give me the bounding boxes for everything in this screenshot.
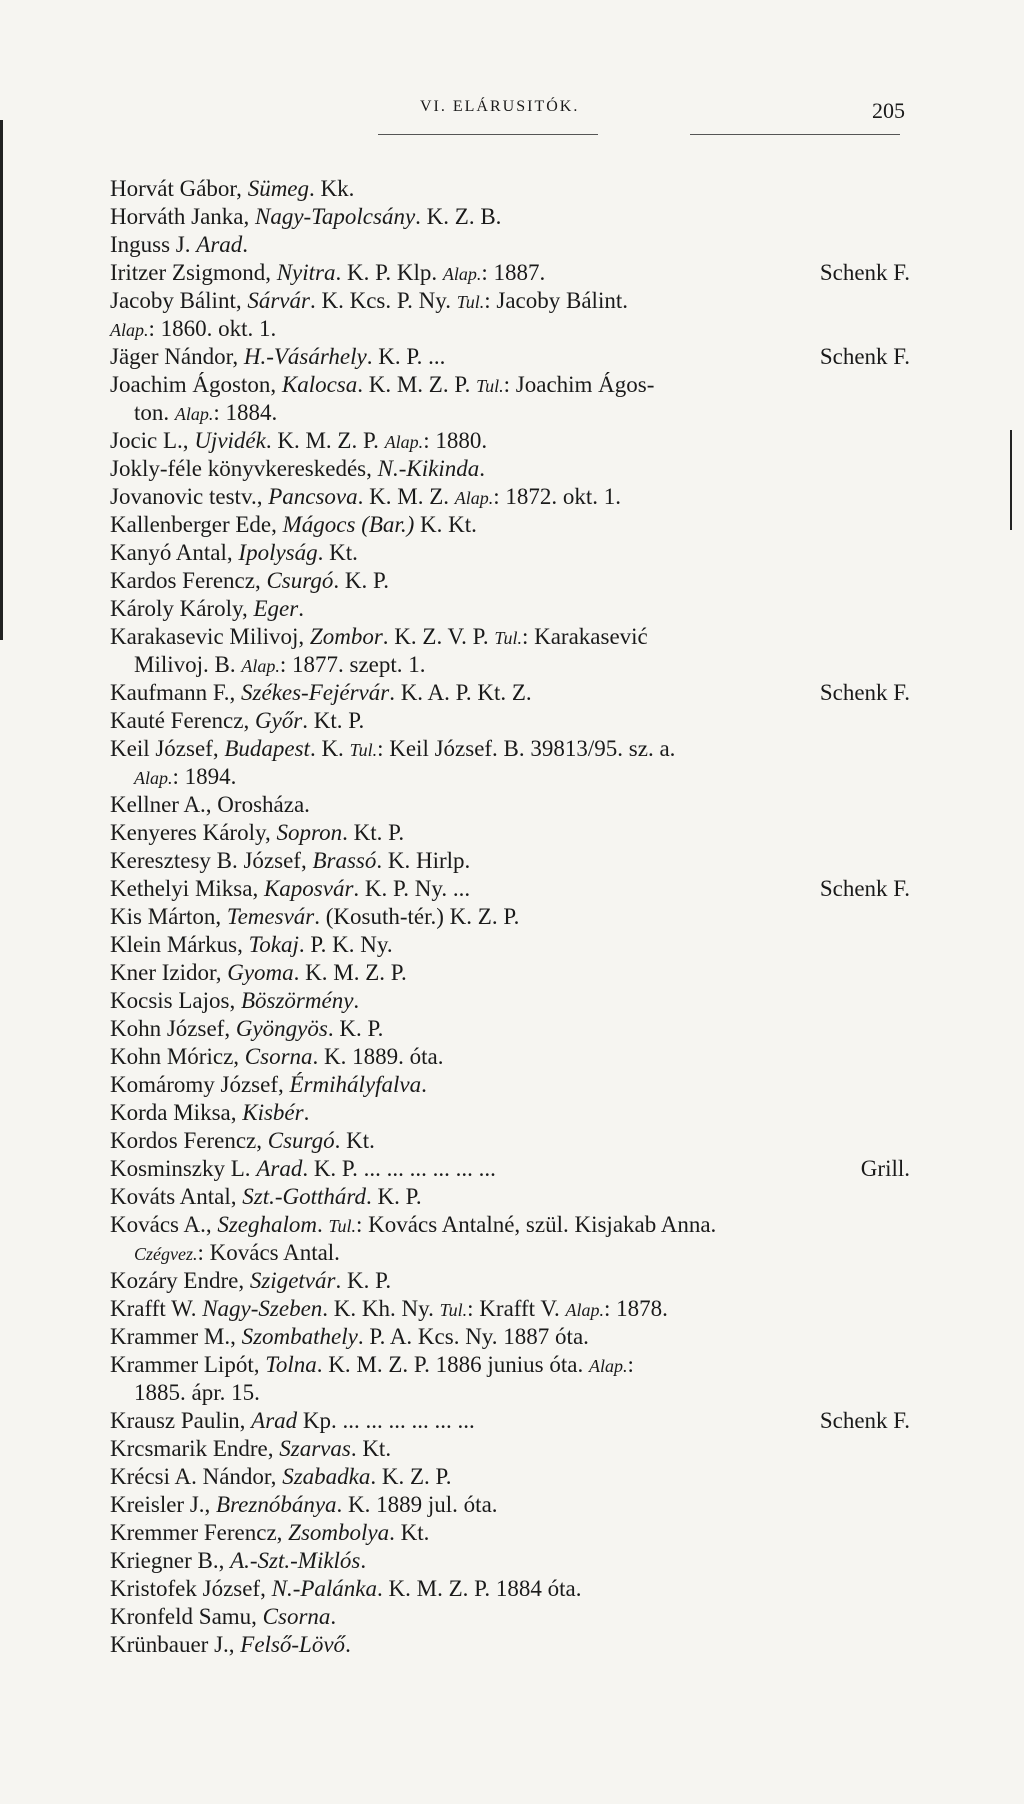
entry-supplier: Schenk F.	[819, 260, 910, 285]
entry-a: Keresztesy B. József,	[110, 848, 313, 873]
entry-d: Alap.	[174, 404, 214, 424]
entry-b: Budapest	[224, 736, 310, 761]
entry-b: Nyitra	[276, 260, 336, 285]
entry-d: Alap.	[588, 1356, 628, 1376]
list-item	[110, 623, 910, 651]
entry-c: .	[298, 596, 304, 621]
list-item	[110, 1519, 910, 1547]
left-margin-line	[0, 120, 3, 640]
entry-c: . K. Z. B.	[415, 204, 502, 229]
list-item	[110, 1183, 910, 1211]
list-item	[110, 175, 910, 203]
list-item	[110, 511, 910, 539]
entry-a: Klein Márkus,	[110, 932, 249, 957]
header-rule-right	[690, 134, 900, 135]
list-item	[110, 343, 910, 371]
entry-b: Kaposvár	[263, 876, 354, 901]
list-item	[110, 1379, 910, 1407]
list-item	[110, 399, 910, 427]
entry-a: Kriegner B.,	[110, 1548, 231, 1573]
entry-supplier: Schenk F.	[819, 1408, 910, 1433]
entry-c: Kp. ... ... ... ... ... ...	[297, 1408, 475, 1433]
entry-supplier: Schenk F.	[819, 680, 910, 705]
entry-c: . K. P. ...	[366, 344, 446, 369]
entry-e: : 1872. okt. 1.	[493, 484, 622, 509]
entry-d: Tul.	[328, 1216, 357, 1236]
vendor-list	[110, 175, 910, 1659]
entry-a: Kozáry Endre,	[110, 1268, 250, 1293]
entry-b: Székes-Fejérvár	[241, 680, 390, 705]
list-item	[110, 259, 910, 287]
entry-c: . K. Z. P.	[370, 1464, 452, 1489]
entry-a: Krünbauer J.,	[110, 1632, 241, 1657]
entry-a: Keil József,	[110, 736, 225, 761]
entry-c: . K. P. ... ... ... ... ... ...	[302, 1156, 496, 1181]
header-rule-left	[378, 134, 598, 135]
entry-b: Szarvas	[279, 1436, 351, 1461]
entry-b: Nagy-Szeben	[202, 1296, 323, 1321]
entry-a: Kis Márton,	[110, 904, 227, 929]
entry-b: Szeghalom	[217, 1212, 317, 1237]
entry-b: Szigetvár	[249, 1268, 336, 1293]
entry-a: Kovács A.,	[110, 1212, 218, 1237]
list-item	[110, 539, 910, 567]
entry-b: Sümeg	[247, 176, 310, 201]
entry-b: Arad	[256, 1156, 303, 1181]
list-item	[110, 1267, 910, 1295]
entry-a: Jokly-féle könyvkereskedés,	[110, 456, 378, 481]
list-item	[110, 1155, 910, 1183]
entry-b: Ujvidék	[194, 428, 266, 453]
entry-a: Krécsi A. Nándor,	[110, 1464, 283, 1489]
entry-e: : Karakasević	[521, 624, 648, 649]
list-item	[110, 1043, 910, 1071]
entry-a: Krcsmarik Endre,	[110, 1436, 280, 1461]
entry-s: Czégvez.	[134, 1244, 198, 1264]
entry-d: Alap.	[134, 768, 173, 788]
list-item	[110, 1323, 910, 1351]
list-item	[110, 1463, 910, 1491]
entry-c: . Kt.	[350, 1436, 392, 1461]
entry-b: Breznóbánya	[216, 1492, 337, 1517]
list-item	[110, 455, 910, 483]
entry-c: . K. M. Z. P.	[293, 960, 407, 985]
list-item	[110, 231, 910, 259]
entry-a: Kner Izidor,	[110, 960, 228, 985]
entry-b: Szt.-Gotthárd	[242, 1184, 366, 1209]
entry-c: . K. 1889 jul. óta.	[336, 1492, 498, 1517]
list-item	[110, 819, 910, 847]
entry-b: H.-Vásárhely	[243, 344, 367, 369]
entry-e: : 1880.	[423, 428, 488, 453]
entry-a: Jocic L.,	[110, 428, 195, 453]
entry-b: Zombor	[309, 624, 383, 649]
list-item	[110, 1295, 910, 1323]
entry-e: : Kovács Antal.	[197, 1240, 340, 1265]
list-item	[110, 651, 910, 679]
entry-a: Milivoj. B.	[134, 652, 242, 677]
entry-c: .	[360, 1548, 367, 1573]
entry-c: . K.	[309, 736, 350, 761]
entry-c: .	[317, 1212, 329, 1237]
entry-b: Csurgó	[267, 1128, 335, 1153]
entry-c: . K. M. Z. P.	[265, 428, 385, 453]
entry-b: Gyöngyös	[235, 1016, 328, 1041]
list-item	[110, 203, 910, 231]
list-item	[110, 679, 910, 707]
entry-b: Gyoma	[227, 960, 294, 985]
list-item	[110, 1435, 910, 1463]
entry-a: Kellner A., Orosháza.	[110, 792, 310, 817]
entry-a: Kordos Ferencz,	[110, 1128, 268, 1153]
page-number: 205	[872, 98, 905, 123]
entry-b: Temesvár	[226, 904, 315, 929]
list-item	[110, 1575, 910, 1603]
list-item	[110, 763, 910, 791]
list-item	[110, 1015, 910, 1043]
entry-a: Jäger Nándor,	[110, 344, 244, 369]
entry-c: . K. P.	[327, 1016, 384, 1041]
list-item	[110, 735, 910, 763]
entry-b: Csorna	[262, 1604, 331, 1629]
entry-c: . K. M. Z. P. 1884 óta.	[377, 1576, 582, 1601]
entry-a: Kosminszky L.	[110, 1156, 257, 1181]
entry-a: Kauté Ferencz,	[110, 708, 255, 733]
entry-c: . Kt.	[317, 540, 358, 565]
list-item	[110, 707, 910, 735]
entry-a: Iritzer Zsigmond,	[110, 260, 277, 285]
entry-a: Kremmer Ferencz,	[110, 1520, 289, 1545]
entry-e: : Jacoby Bálint.	[484, 288, 628, 313]
entry-b: Felső-Lövő	[240, 1632, 346, 1657]
entry-a: Jacoby Bálint,	[110, 288, 248, 313]
entry-b: Eger	[253, 596, 299, 621]
entry-a: Kallenberger Ede,	[110, 512, 283, 537]
entry-a: Kethelyi Miksa,	[110, 876, 264, 901]
entry-c: . Kt. P.	[302, 708, 365, 733]
entry-c: .	[303, 1100, 310, 1125]
entry-a: Kanyó Antal,	[110, 540, 239, 565]
entry-a: Kohn József,	[110, 1016, 236, 1041]
entry-e: : 1887.	[481, 260, 546, 285]
page-header-title: VI. ELÁRUSITÓK.	[420, 98, 580, 115]
entry-c: . K. 1889. óta.	[312, 1044, 444, 1069]
entry-a: Karakasevic Milivoj,	[110, 624, 310, 649]
entry-c: . K. M. Z.	[357, 484, 455, 509]
entry-b: Sopron	[276, 820, 343, 845]
entry-b: Ipolyság	[238, 540, 318, 565]
entry-b: Kisbér	[242, 1100, 304, 1125]
right-margin-line	[1010, 430, 1012, 530]
list-item	[110, 1127, 910, 1155]
entry-supplier: Grill.	[860, 1156, 910, 1181]
entry-supplier: Schenk F.	[819, 876, 910, 901]
list-item	[110, 1603, 910, 1631]
entry-c: .	[345, 1632, 351, 1657]
entry-a: Krafft W.	[110, 1296, 203, 1321]
entry-e: : Kovács Antalné, szül. Kisjakab Anna.	[356, 1212, 717, 1237]
entry-g: : 1878.	[604, 1296, 668, 1321]
entry-c: . K. P. Klp.	[335, 260, 443, 285]
entry-c: . Kk.	[309, 176, 355, 201]
list-item	[110, 1071, 910, 1099]
entry-e: : 1894.	[172, 764, 237, 789]
entry-a: Kaufmann F.,	[110, 680, 242, 705]
entry-b: Arad	[196, 232, 243, 257]
entry-c: . K. M. Z. P. 1886 junius óta.	[316, 1352, 589, 1377]
list-item	[110, 1491, 910, 1519]
entry-e: :	[627, 1352, 634, 1377]
list-item	[110, 595, 910, 623]
entry-b: Csorna	[244, 1044, 313, 1069]
entry-b: Győr	[254, 708, 303, 733]
list-item	[110, 931, 910, 959]
entry-a: Krausz Paulin,	[110, 1408, 252, 1433]
entry-c: . P. A. Kcs. Ny. 1887 óta.	[357, 1324, 589, 1349]
entry-c: . Kt.	[389, 1520, 430, 1545]
entry-c: .	[421, 1072, 427, 1097]
entry-e: : Joachim Ágos-	[503, 372, 655, 397]
entry-a: Komáromy József,	[110, 1072, 290, 1097]
list-item	[110, 1351, 910, 1379]
list-item	[110, 1099, 910, 1127]
entry-c: . K. P.	[333, 568, 389, 593]
entry-a: Krammer M.,	[110, 1324, 242, 1349]
entry-supplier: Schenk F.	[819, 344, 910, 369]
entry-c: . (Kosuth-tér.) K. Z. P.	[314, 904, 520, 929]
entry-a: Kováts Antal,	[110, 1184, 243, 1209]
entry-c: . K. Kcs. P. Ny.	[309, 288, 457, 313]
list-item	[110, 287, 910, 315]
list-item	[110, 315, 910, 343]
entry-d: Tul.	[476, 376, 504, 396]
entry-b: Zsombolya	[288, 1520, 390, 1545]
entry-c: . K. P.	[335, 1268, 392, 1293]
entry-e: : 1884.	[213, 400, 278, 425]
list-item	[110, 1211, 910, 1239]
entry-d: Tul.	[439, 1300, 468, 1320]
entry-a: Horvát Gábor,	[110, 176, 248, 201]
list-item	[110, 483, 910, 511]
entry-a: Korda Miksa,	[110, 1100, 243, 1125]
list-item	[110, 1407, 910, 1435]
list-item	[110, 791, 910, 819]
entry-d: Alap.	[241, 656, 280, 676]
entry-c: K. Kt.	[414, 512, 477, 537]
entry-d: Tul.	[494, 628, 522, 648]
entry-a: Horváth Janka,	[110, 204, 255, 229]
entry-b: N.-Palánka	[271, 1576, 378, 1601]
entry-b: Tokaj	[248, 932, 299, 957]
entry-a: 1885. ápr. 15.	[134, 1380, 260, 1405]
entry-b: Csurgó	[266, 568, 334, 593]
entry-c: . K. Kh. Ny.	[322, 1296, 440, 1321]
entry-e: : 1860. okt. 1.	[148, 316, 277, 341]
list-item	[110, 847, 910, 875]
entry-b: Pancsova	[268, 484, 358, 509]
entry-a: Inguss J.	[110, 232, 197, 257]
entry-c: .	[479, 456, 485, 481]
entry-d: Alap.	[110, 320, 149, 340]
entry-a: Kreisler J.,	[110, 1492, 217, 1517]
entry-b: Arad	[251, 1408, 298, 1433]
entry-b: Brassó	[312, 848, 377, 873]
entry-a: Kardos Ferencz,	[110, 568, 267, 593]
entry-f: Alap.	[565, 1300, 605, 1320]
entry-b: Tolna	[265, 1352, 317, 1377]
entry-a: Jovanovic testv.,	[110, 484, 269, 509]
entry-b: Böszörmény	[240, 988, 354, 1013]
entry-c: . P. K. Ny.	[298, 932, 393, 957]
entry-b: Kalocsa	[281, 372, 358, 397]
entry-a: Károly Károly,	[110, 596, 254, 621]
entry-c: . K. P.	[366, 1184, 422, 1209]
entry-d: Tul.	[349, 740, 378, 760]
list-item	[110, 959, 910, 987]
entry-b: Mágocs (Bar.)	[282, 512, 415, 537]
entry-a: Joachim Ágoston,	[110, 372, 282, 397]
entry-a: Kronfeld Samu,	[110, 1604, 263, 1629]
entry-d: Alap.	[442, 264, 482, 284]
entry-e: : Keil József. B. 39813/95. sz. a.	[377, 736, 676, 761]
entry-c: . K. P. Ny. ...	[353, 876, 471, 901]
entry-c: . K. Hirlp.	[376, 848, 471, 873]
entry-c: . K. M. Z. P.	[357, 372, 477, 397]
list-item	[110, 1547, 910, 1575]
entry-c: . K. Z. V. P.	[382, 624, 495, 649]
list-item	[110, 987, 910, 1015]
list-item	[110, 1239, 910, 1267]
list-item	[110, 371, 910, 399]
list-item	[110, 567, 910, 595]
entry-c: .	[353, 988, 360, 1013]
entry-b: Szabadka	[282, 1464, 371, 1489]
entry-d: Alap.	[384, 432, 424, 452]
list-item	[110, 903, 910, 931]
entry-c: .	[330, 1604, 337, 1629]
entry-d: Tul.	[456, 292, 485, 312]
entry-a: Kocsis Lajos,	[110, 988, 241, 1013]
entry-d: Alap.	[454, 488, 494, 508]
list-item	[110, 875, 910, 903]
entry-a: Kristofek József,	[110, 1576, 272, 1601]
entry-a: Krammer Lipót,	[110, 1352, 266, 1377]
entry-c: . Kt.	[334, 1128, 375, 1153]
entry-b: Szombathely	[241, 1324, 358, 1349]
entry-a: ton.	[134, 400, 175, 425]
entry-b: Sárvár	[247, 288, 310, 313]
entry-e: : Krafft V.	[467, 1296, 566, 1321]
entry-a: Kenyeres Károly,	[110, 820, 277, 845]
entry-a: Kohn Móricz,	[110, 1044, 245, 1069]
entry-c: . K. A. P. Kt. Z.	[389, 680, 532, 705]
entry-b: Érmihályfalva	[289, 1072, 422, 1097]
list-item	[110, 427, 910, 455]
entry-b: A.-Szt.-Miklós	[230, 1548, 361, 1573]
list-item	[110, 1631, 910, 1659]
entry-c: .	[242, 232, 249, 257]
entry-b: Nagy-Tapolcsány	[255, 204, 416, 229]
entry-c: . Kt. P.	[342, 820, 405, 845]
entry-e: : 1877. szept. 1.	[279, 652, 426, 677]
entry-b: N.-Kikinda	[377, 456, 480, 481]
